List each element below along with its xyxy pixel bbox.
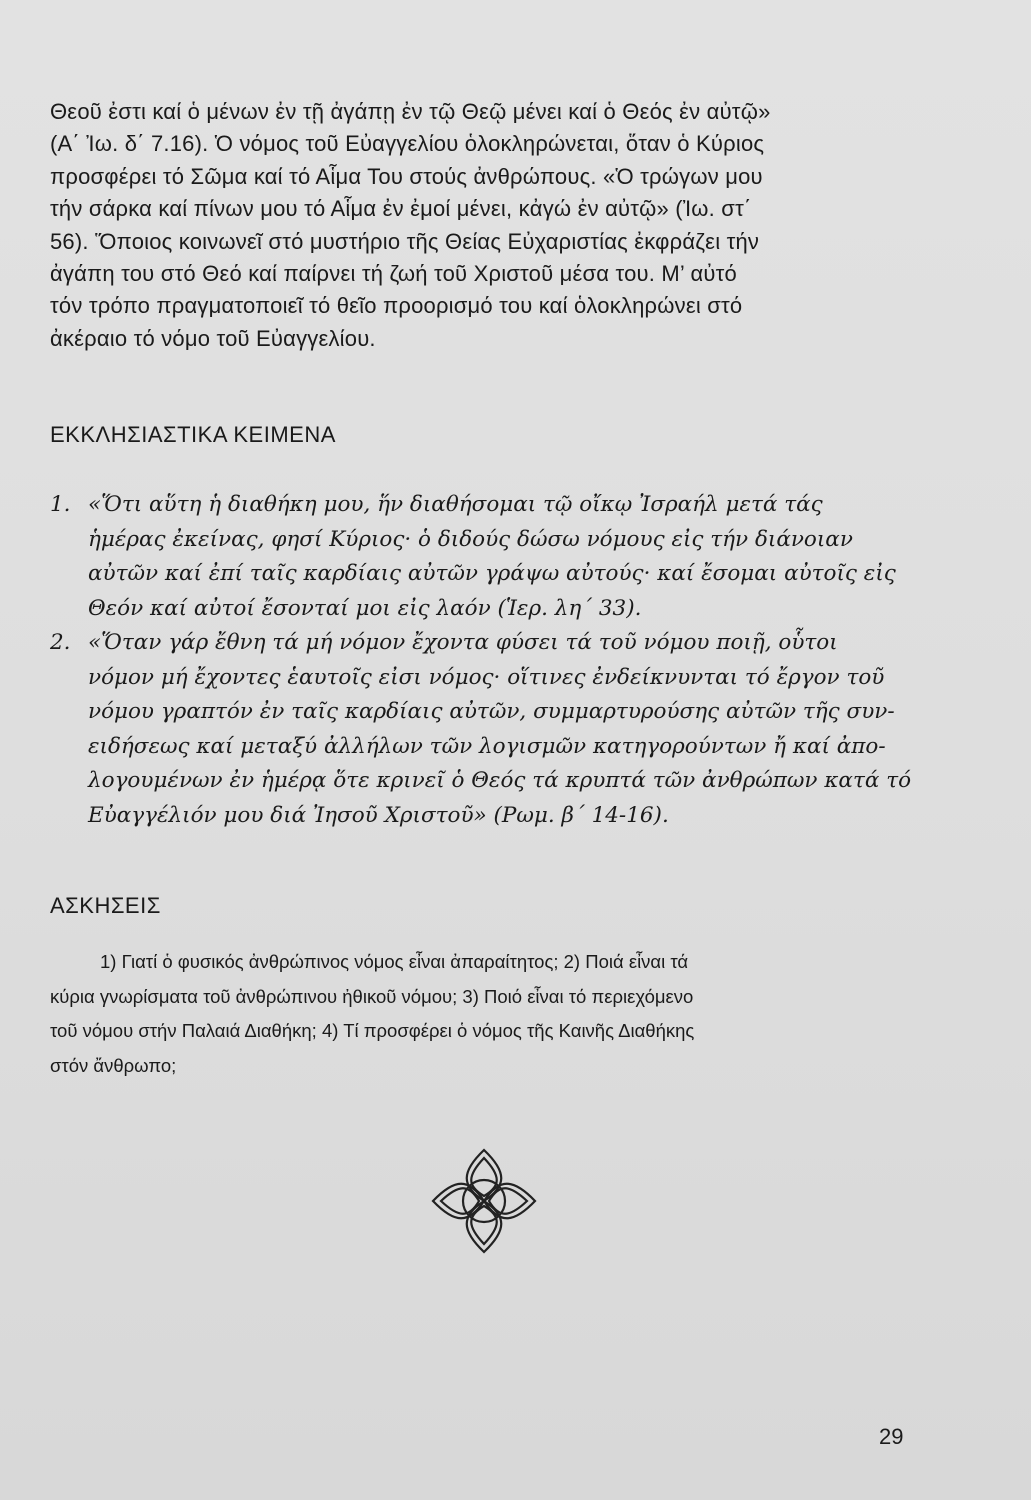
intro-line: τήν σάρκα καί πίνων μου τό Αἷμα ἐν ἐμοί μένει, κἀγώ ἐν αὐτῷ» (Ἰω. στ΄ [50,196,752,222]
intro-paragraph [50,96,910,355]
exercise-line: τοῦ νόμου στήν Παλαιά Διαθήκη; 4) Τί προσφέρει ὁ νόμος τῆς Καινῆς Διαθήκης [50,1020,695,1041]
exercises-paragraph [50,945,910,1083]
intro-line: ἀκέραιο τό νόμο τοῦ Εὐαγγελίου. [50,325,376,351]
exercise-line: 1) Γιατί ὁ φυσικός ἀνθρώπινος νόμος εἶναι ἀπαραίτητος; 2) Ποιά εἶναι τά [100,951,689,972]
quatrefoil-knot-icon [429,1146,539,1256]
quote-item [50,488,910,626]
quote-line: ειδήσεως καί μεταξύ ἀλλήλων τῶν λογισμῶν κατηγορούντων ἤ καί ἀπο- [88,733,886,759]
intro-line: (Α΄ Ἰω. δ΄ 7.16). Ὁ νόμος τοῦ Εὐαγγελίου ὁλοκληρώνεται, ὅταν ὁ Κύριος [50,131,765,157]
quote-line: λογουμένων ἐν ἡμέρᾳ ὅτε κρινεῖ ὁ Θεός τά κρυπτά τῶν ἀνθρώπων κατά τό [88,768,912,793]
quote-line: νόμου γραπτόν ἐν ταῖς καρδίαις αὐτῶν, συμμαρτυρούσης αὐτῶν τῆς συν- [88,699,895,724]
quotes-list [50,488,910,833]
quote-line: «Ὅταν γάρ ἔθνη τά μή νόμον ἔχοντα φύσει τά τοῦ νόμου ποιῇ, οὗτοι [88,630,838,655]
section-heading-exercises: ΑΣΚΗΣΕΙΣ [50,893,161,918]
quote-line: «Ὅτι αὕτη ἡ διαθήκη μου, ἥν διαθήσομαι τῷ οἴκῳ Ἰσραήλ μετά τάς [88,492,823,517]
quote-line: Εὐαγγέλιόν μου διά Ἰησοῦ Χριστοῦ» (Ρωμ. β΄ 14-16). [88,802,669,828]
intro-line: Θεοῦ ἐστι καί ὁ μένων ἐν τῇ ἀγάπῃ ἐν τῷ Θεῷ μένει καί ὁ Θεός ἐν αὐτῷ» [50,99,771,124]
quote-item [50,626,910,833]
quote-line: αὐτῶν καί ἐπί ταῖς καρδίαις αὐτῶν γράψω αὐτούς· καί ἔσομαι αὐτοῖς εἰς [88,561,896,586]
page-number: 29 [879,1424,904,1449]
quote-line: ἡμέρας ἐκείνας, φησί Κύριος· ὁ διδούς δώσω νόμους εἰς τήν διάνοιαν [88,526,853,552]
intro-line: τόν τρόπο πραγματοποιεῖ τό θεῖο προορισμό του καί ὁλοκληρώνει στό [50,293,743,319]
intro-line: ἀγάπη του στό Θεό καί παίρνει τή ζωή τοῦ Χριστοῦ μέσα του. Μ’ αὐτό [50,261,737,287]
quote-number: 1. [50,492,71,517]
quote-line: Θεόν καί αὐτοί ἔσονταί μοι εἰς λαόν (Ἱερ. λη΄ 33). [88,595,642,621]
quote-line: νόμον μή ἔχοντες ἑαυτοῖς εἰσι νόμος· οἵτινες ἐνδείκνυνται τό ἔργον τοῦ [88,664,885,690]
intro-line: προσφέρει τό Σῶμα καί τό Αἷμα Του στούς ἀνθρώπους. «Ὁ τρώγων μου [50,163,763,189]
quote-number: 2. [50,630,71,655]
intro-line: 56). Ὅποιος κοινωνεῖ στό μυστήριο τῆς Θείας Εὐχαριστίας ἐκφράζει τήν [50,228,760,254]
exercise-line: στόν ἄνθρωπο; [50,1054,177,1076]
exercise-line: κύρια γνωρίσματα τοῦ ἀνθρώπινου ἠθικοῦ νόμου; 3) Ποιό εἶναι τό περιεχόμενο [50,985,694,1007]
section-heading-church-texts: ΕΚΚΛΗΣΙΑΣΤΙΚΑ ΚΕΙΜΕΝΑ [50,422,336,447]
